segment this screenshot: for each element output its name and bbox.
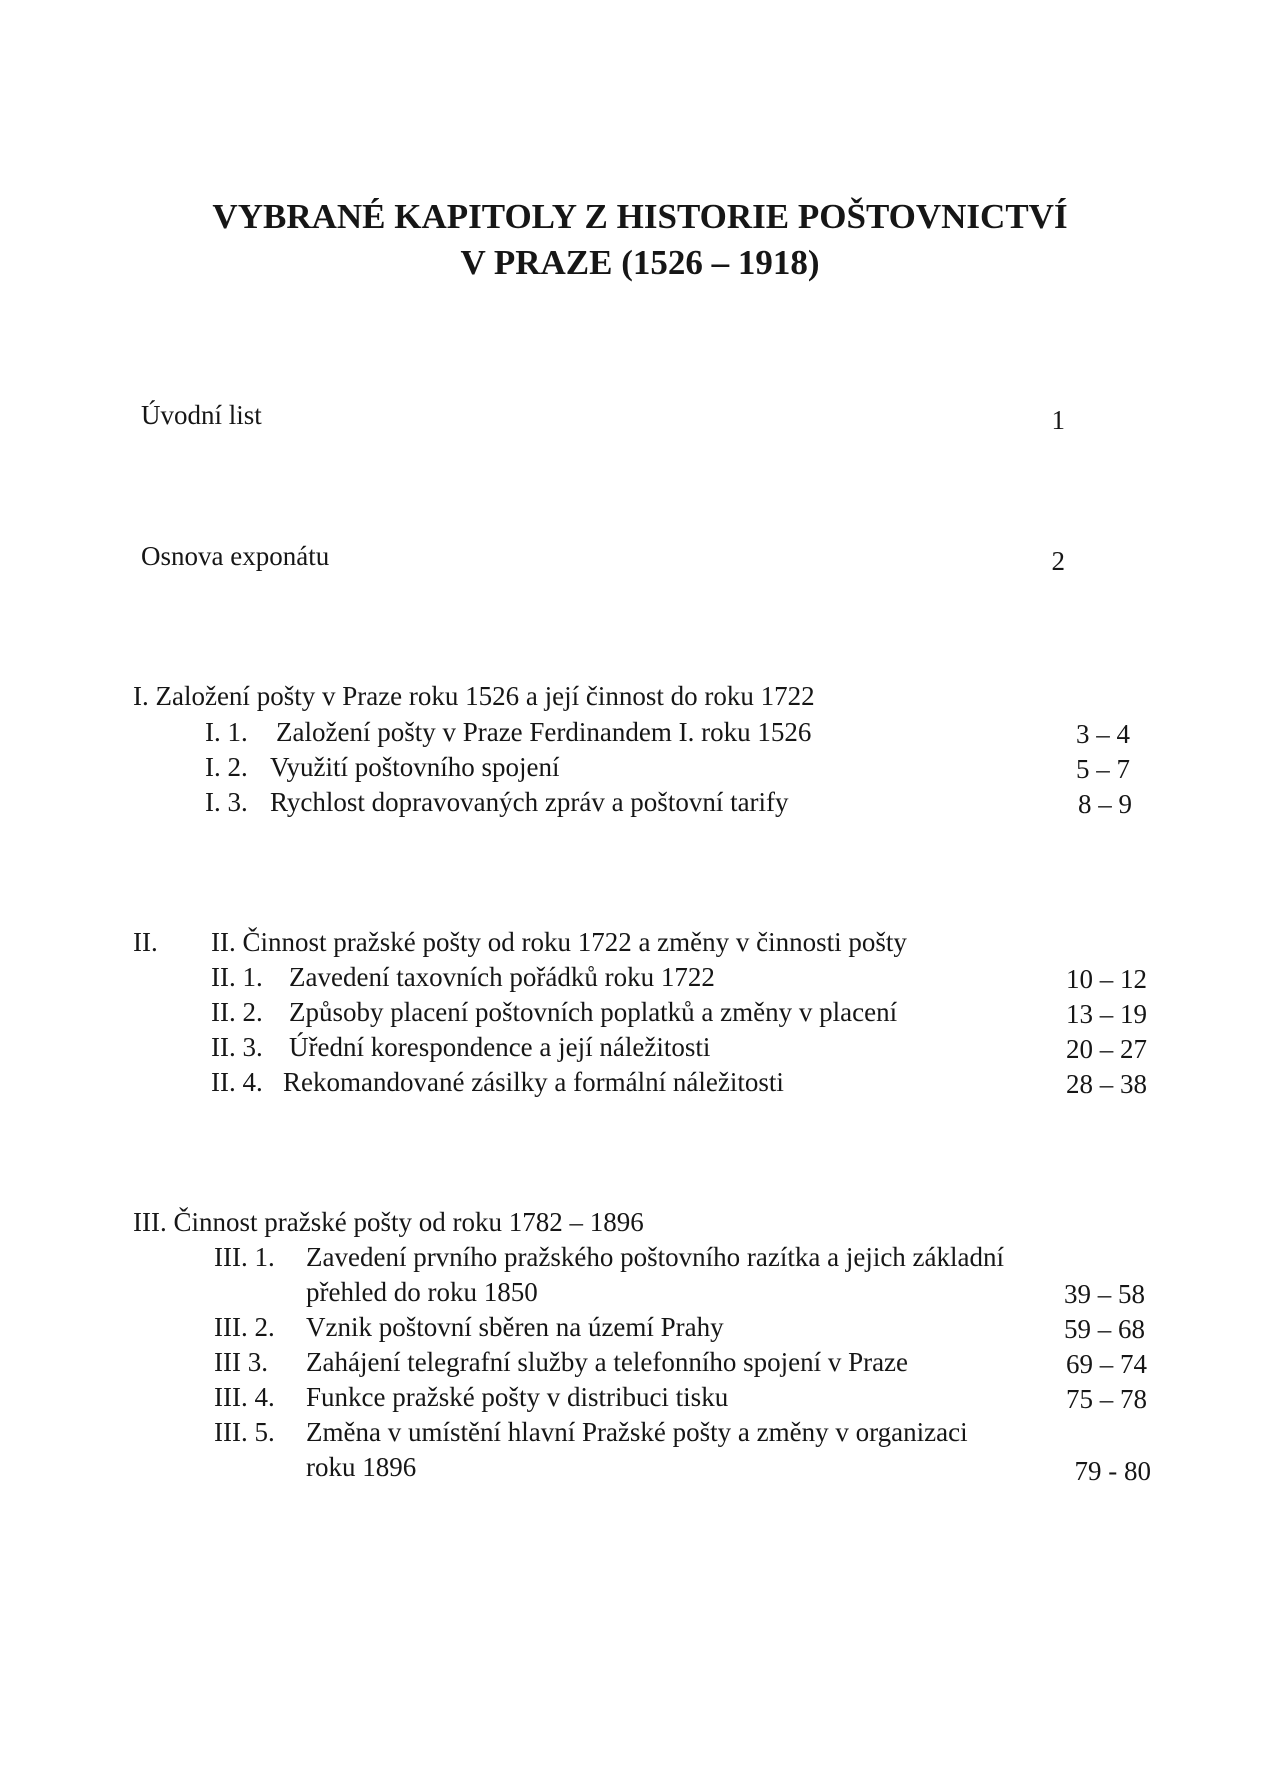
page-title-line-2: V PRAZE (1526 – 1918) xyxy=(460,243,820,282)
toc-entry-number: III. 4. xyxy=(214,1382,275,1412)
toc-entry-number: II. 3. xyxy=(211,1032,263,1062)
toc-entry-number: III. 1. xyxy=(214,1242,275,1272)
toc-outline-page: 2 xyxy=(1051,546,1065,576)
toc-entry-label: Zahájení telegrafní služby a telefonního spojení v Praze xyxy=(306,1347,909,1377)
toc-entry-pages: 20 – 27 xyxy=(1066,1034,1147,1064)
toc-entry-label: Způsoby placení poštovních poplatků a změny v placení xyxy=(289,997,898,1027)
toc-entry-label: Využití poštovního spojení xyxy=(270,752,560,782)
toc-entry-number: II. 4. xyxy=(211,1067,263,1097)
toc-entry-pages: 75 – 78 xyxy=(1066,1384,1147,1414)
toc-entry-number: III. 2. xyxy=(214,1312,275,1342)
toc-entry-label: Funkce pražské pošty v distribuci tisku xyxy=(306,1382,729,1412)
toc-section-1-heading: I. Založení pošty v Praze roku 1526 a její činnost do roku 1722 xyxy=(133,681,815,711)
toc-section-2-heading: II. Činnost pražské pošty od roku 1722 a změny v činnosti pošty xyxy=(211,927,907,957)
toc-entry-pages: 69 – 74 xyxy=(1066,1349,1147,1379)
toc-entry-number: II. 1. xyxy=(211,962,263,992)
toc-entry-pages: 28 – 38 xyxy=(1066,1069,1147,1099)
toc-entry-label: Změna v umístění hlavní Pražské pošty a změny v organizaci xyxy=(306,1417,968,1447)
toc-entry-pages: 79 - 80 xyxy=(1074,1456,1151,1486)
toc-intro-label: Úvodní list xyxy=(141,400,262,430)
toc-entry-label-continued: přehled do roku 1850 xyxy=(306,1277,538,1307)
toc-entry-label: Rekomandované zásilky a formální náležitosti xyxy=(283,1067,784,1097)
toc-entry-pages: 13 – 19 xyxy=(1066,999,1147,1029)
toc-entry-number: I. 1. xyxy=(205,717,248,747)
toc-entry-number: I. 2. xyxy=(205,752,248,782)
toc-entry-pages: 3 – 4 xyxy=(1076,719,1130,749)
toc-entry-pages: 5 – 7 xyxy=(1076,754,1130,784)
toc-outline-label: Osnova exponátu xyxy=(141,541,330,571)
page-title-line-1: VYBRANÉ KAPITOLY Z HISTORIE POŠTOVNICTVÍ xyxy=(212,197,1068,236)
toc-entry-number: III. 5. xyxy=(214,1417,275,1447)
toc-entry-pages: 10 – 12 xyxy=(1066,964,1147,994)
toc-entry-pages: 39 – 58 xyxy=(1064,1279,1145,1309)
toc-entry-label-continued: roku 1896 xyxy=(306,1452,417,1482)
toc-entry-pages: 8 – 9 xyxy=(1078,789,1132,819)
toc-entry-pages: 59 – 68 xyxy=(1064,1314,1145,1344)
toc-entry-number: I. 3. xyxy=(205,787,248,817)
toc-entry-label: Vznik poštovní sběren na území Prahy xyxy=(306,1312,724,1342)
toc-section-2-roman: II. xyxy=(133,927,158,957)
toc-entry-label: Zavedení prvního pražského poštovního razítka a jejich základní xyxy=(306,1242,1005,1272)
toc-entry-label: Založení pošty v Praze Ferdinandem I. roku 1526 xyxy=(276,717,812,747)
toc-entry-number: II. 2. xyxy=(211,997,263,1027)
toc-entry-label: Zavedení taxovních pořádků roku 1722 xyxy=(289,962,715,992)
toc-intro-page: 1 xyxy=(1051,405,1065,435)
toc-entry-label: Úřední korespondence a její náležitosti xyxy=(289,1032,711,1062)
toc-entry-label: Rychlost dopravovaných zpráv a poštovní tarify xyxy=(270,787,789,817)
toc-entry-number: III 3. xyxy=(214,1347,268,1377)
toc-section-3-heading: III. Činnost pražské pošty od roku 1782 – 1896 xyxy=(133,1207,644,1237)
